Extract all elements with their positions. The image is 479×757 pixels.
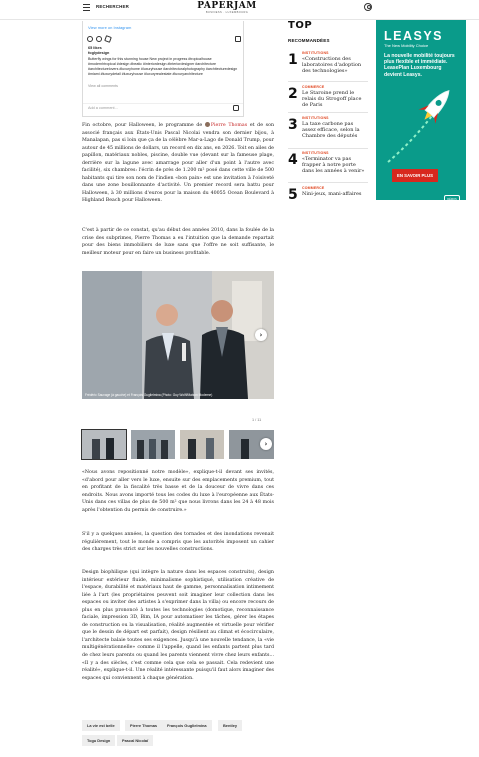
article-category: INSTITUTIONS <box>302 116 329 120</box>
tag-chip[interactable]: Pierre Thomas <box>125 720 162 731</box>
user-icon[interactable] <box>364 3 372 11</box>
rank-number: 5 <box>288 187 298 203</box>
top-bar <box>0 0 479 20</box>
article-paragraph-3: «Nous avons repositionné notre modèle», explique-t-il devant ses invités, «d'abord pour aller vers le luxe, ensuite sur des emplacements premium, tout en profitant de la fiscalité très basse et de la douceur de vivre dans ces endroits. Nous avons importé tous les codes du luxe à l'européenne aux États-Unis dans ces villas de plus de 500 m² que nous livrons dans les 24 à 48 mois après l'obtention du permis de construire.» <box>82 470 274 513</box>
site-logo[interactable] <box>195 1 259 14</box>
share-icon[interactable] <box>104 35 112 43</box>
article-category: COMMERCE <box>302 85 325 89</box>
leasys-ad-banner[interactable] <box>376 20 466 200</box>
tag-chip[interactable]: La vie est belle <box>82 720 120 731</box>
article-category: INSTITUTIONS <box>302 51 329 55</box>
article-title[interactable]: «Constructions des laboratoires d'adoption des technologies» <box>302 56 362 75</box>
gallery-thumbnail[interactable] <box>180 430 224 459</box>
instagram-likes: 65 likes <box>88 46 102 50</box>
gallery-thumbnail[interactable] <box>82 430 126 459</box>
divider <box>288 182 368 183</box>
article-category: INSTITUTIONS <box>302 151 329 155</box>
ad-body: La nouvelle mobilité toujours plus flexible et immédiate. LeasePlan Luxembourg devient Leasys. <box>384 53 455 78</box>
chevron-right-icon[interactable]: › <box>255 329 267 341</box>
photo-gallery[interactable] <box>82 271 274 399</box>
gallery-caption: Frédéric Sauvage (à gauche) et François Guglielmina (Photo: Guy Wolff/Maison Moderne) <box>85 393 213 397</box>
divider <box>83 103 243 104</box>
bookmark-icon[interactable] <box>235 36 241 42</box>
ad-cta-button[interactable]: EN SAVOIR PLUS <box>392 169 438 182</box>
comment-icon[interactable] <box>96 36 102 42</box>
instagram-actions <box>87 36 241 44</box>
ad-badge: DÉMOS <box>444 195 460 200</box>
article-title[interactable]: Nini-jeux, mani-affaires <box>302 191 362 197</box>
rank-number: 2 <box>288 86 298 102</box>
heart-icon[interactable] <box>87 36 93 42</box>
divider <box>288 81 368 82</box>
logo-title: PAPERJAM <box>197 1 257 11</box>
paragraph-text: et de son associé français aux États-Unis Pascal Nicolai vendra son dernier bijou, à Manalapan, pas si loin que ça de la célèbre Mar-a-Lago de Donald Trump, pour autour de 45 millions de dollars, un record en dix ans, en 2026. Toit en ailes de papillon, matériaux nobles, piscine, double vue (devant sur la fameuse plage, derrière sur la lagune avec amarrage pour aller d'un point à l'autre avec facilité), six chambres: l'écrin de près de 1.200 m² posé dans cette ville de 500 habitants qui tire son nom de l'indien «bon pain» est une invitation à l'oisiveté dans une zone bouillonnante d'activité. Un premier record sera battu pour Halloween, à 30 millions d'euros pour la maison du 40055 Ocean Boulevard à Highland Beach pour Halloween. <box>82 123 274 204</box>
tag-chip[interactable]: Pascal Nicolaï <box>117 735 153 746</box>
tag-chip[interactable]: Bentley <box>218 720 242 731</box>
article-paragraph-2: C'est à partir de ce constat, qu'au début des années 2010, dans la foulée de la crise des subprimes, Pierre Thomas a eu l'intuition que la demande repartait pour des biens immobiliers de luxe sans que l'offre ne soit suffisante, le meilleur moteur pour en faire un business profitable. <box>82 228 274 256</box>
hamburger-icon[interactable] <box>83 4 90 13</box>
sidebar-subtitle: RECOMMANDÉES <box>288 38 330 43</box>
article-title[interactable]: Le Staroine prend le relais du Strogoff place de Paris <box>302 90 362 109</box>
rocket-icon <box>384 82 460 166</box>
rank-number: 4 <box>288 152 298 168</box>
article-title[interactable]: La taxe carbone pas assez efficace, selon la Chambre des députés <box>302 121 360 140</box>
ad-brand: LEASYS <box>384 29 444 43</box>
gallery-thumbnail[interactable] <box>131 430 175 459</box>
gallery-counter: 1 / 11 <box>252 418 262 422</box>
logo-subtitle: BUSINESS · LUXEMBOURG <box>205 11 249 14</box>
author-avatar <box>205 122 210 127</box>
search-link[interactable]: RECHERCHER <box>96 4 129 9</box>
instagram-comment-input[interactable]: Add a comment... <box>88 106 118 110</box>
chevron-right-icon[interactable]: › <box>260 438 272 450</box>
rank-number: 3 <box>288 117 298 133</box>
paragraph-text: Fin octobre, pour Halloween, le programme de <box>82 123 205 128</box>
gallery-photo <box>82 271 274 399</box>
instagram-view-comments[interactable]: View all comments <box>88 84 118 88</box>
person-link[interactable]: Pierre Thomas <box>210 123 248 128</box>
article-paragraph-4: S'il y a quelques années, la question des tornades et des inondations revenait régulièrement, tout le monde a compris que les autorités imposent un cahier des charges très strict sur les nouvelles constructions. <box>82 532 274 553</box>
instagram-embed <box>82 21 244 117</box>
tag-chip[interactable]: François Guglielmina <box>162 720 212 731</box>
divider <box>288 148 368 149</box>
thumbnail-image <box>180 430 224 459</box>
instagram-view-link[interactable]: View more on Instagram <box>88 25 132 30</box>
thumbnail-image <box>131 430 175 459</box>
instagram-caption: Butterfly wings for this stunning house New project in progress #tropicalhouse #modernhtropical #design #beatic #interiordesign #interiordesigner #architecture #architecturelovers #luxuryhome #luxuryhouse #architecturalphotography #architecturedesign #miami #luxurydetail #luxuryhouse #luxuryrealestate #luxuryarchitecture <box>88 57 238 76</box>
instagram-icon[interactable] <box>233 105 239 111</box>
sidebar-title: TOP <box>288 20 313 31</box>
rank-number: 1 <box>288 52 298 68</box>
tag-chip[interactable]: Togu Design <box>82 735 115 746</box>
article-category: COMMERCE <box>302 186 325 190</box>
article-paragraph-5: Design biophilique (qui intègre la nature dans les espaces construits), design intérieur extérieur fluide, minimalisme sophistiqué, utilisation créative de l'espace, durabilité et matériaux haut de gamme, personnalisation intimement liée à l'art (les propriétaires peuvent soit imaginer leur collection dans les espaces ou inviter des artistes à s'exprimer dans la villa) ou encore recours de plus en plus prononcé à toutes les technologies (domotique, reconnaissance faciale, impression 3D, Bim, IA pour automatiser les tâches, gérer les étapes de construction ou la visualisation, réalité augmentée et virtuelle pour vérifier que le dessin de départ est parfait), design résilient au climat et écocirculaire, l'architecte balaie toutes ses exigences. Jusqu'à une nouvelle tendance, la «vie multigénérationnelle» comme il l'appelle, quand les enfants partent plus tard de chez leurs parents ou quand les parents viennent vivre chez leurs enfants... «Il y a des siècles, c'est comme cela que cela se passait. Cela redevient une réalité», explique-t-il. Une réalité intéressante puisqu'il faut alors imaginer des espaces qui conviennent à chaque génération. <box>82 570 274 681</box>
divider <box>288 112 368 113</box>
thumbnail-image <box>82 430 126 459</box>
article-title[interactable]: «Terminator va pas frapper à notre porte dans les années à venir» <box>302 156 365 175</box>
instagram-username[interactable]: foglydesign <box>88 51 110 55</box>
article-paragraph-1 <box>82 122 274 205</box>
ad-tagline: The New Mobility Choice <box>384 43 429 48</box>
